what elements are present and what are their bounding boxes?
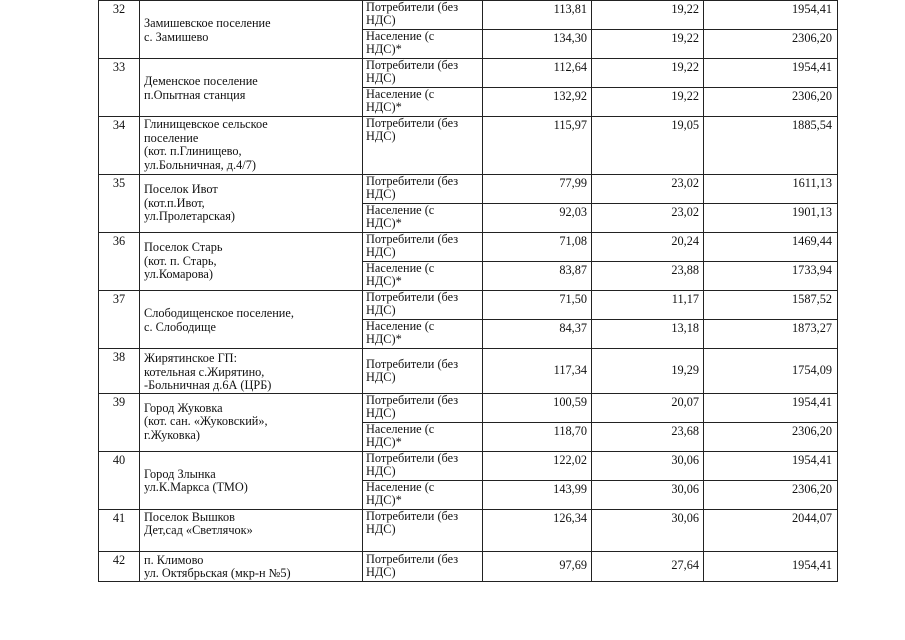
row-number: 38 bbox=[99, 349, 140, 394]
tariff-value: 126,34 bbox=[483, 509, 592, 551]
consumer-category: Потребители (без НДС) bbox=[363, 349, 483, 394]
tariff-value: 132,92 bbox=[483, 88, 592, 117]
row-number: 42 bbox=[99, 551, 140, 581]
table-row bbox=[99, 551, 838, 581]
total-value: 2044,07 bbox=[704, 509, 838, 551]
consumer-category: Потребители (без НДС) bbox=[363, 59, 483, 88]
settlement-name: Замишевское поселение с. Замишево bbox=[140, 1, 363, 59]
table-row bbox=[99, 291, 838, 320]
table-row bbox=[99, 175, 838, 204]
total-value: 1611,13 bbox=[704, 175, 838, 204]
total-value: 1954,41 bbox=[704, 59, 838, 88]
component-value: 19,29 bbox=[592, 349, 704, 394]
tariff-value: 134,30 bbox=[483, 30, 592, 59]
consumer-category: Потребители (без НДС) bbox=[363, 233, 483, 262]
consumer-category: Потребители (без НДС) bbox=[363, 117, 483, 175]
settlement-name: Город Жуковка (кот. сан. «Жуковский», г.Жуковка) bbox=[140, 393, 363, 451]
row-number: 32 bbox=[99, 1, 140, 59]
total-value: 1587,52 bbox=[704, 291, 838, 320]
consumer-category: Потребители (без НДС) bbox=[363, 393, 483, 422]
tariff-value: 97,69 bbox=[483, 551, 592, 581]
table-row bbox=[99, 349, 838, 394]
table-row bbox=[99, 451, 838, 480]
consumer-category: Население (с НДС)* bbox=[363, 262, 483, 291]
settlement-name: Глинищевское сельское поселение (кот. п.Глинищево, ул.Больничная, д.4/7) bbox=[140, 117, 363, 175]
row-number: 41 bbox=[99, 509, 140, 551]
settlement-name: Поселок Ивот (кот.п.Ивот, ул.Пролетарская) bbox=[140, 175, 363, 233]
row-number: 37 bbox=[99, 291, 140, 349]
settlement-name: Жирятинское ГП: котельная с.Жирятино, -Больничная д.6А (ЦРБ) bbox=[140, 349, 363, 394]
table-row bbox=[99, 117, 838, 175]
consumer-category: Население (с НДС)* bbox=[363, 30, 483, 59]
component-value: 19,22 bbox=[592, 1, 704, 30]
component-value: 19,22 bbox=[592, 59, 704, 88]
consumer-category: Потребители (без НДС) bbox=[363, 551, 483, 581]
tariff-table-sheet bbox=[98, 0, 832, 582]
total-value: 1954,41 bbox=[704, 393, 838, 422]
settlement-name: Город Злынка ул.К.Маркса (ТМО) bbox=[140, 451, 363, 509]
component-value: 23,02 bbox=[592, 204, 704, 233]
component-value: 23,02 bbox=[592, 175, 704, 204]
total-value: 1733,94 bbox=[704, 262, 838, 291]
component-value: 30,06 bbox=[592, 480, 704, 509]
consumer-category: Потребители (без НДС) bbox=[363, 1, 483, 30]
component-value: 30,06 bbox=[592, 509, 704, 551]
component-value: 30,06 bbox=[592, 451, 704, 480]
total-value: 1954,41 bbox=[704, 1, 838, 30]
component-value: 20,07 bbox=[592, 393, 704, 422]
consumer-category: Население (с НДС)* bbox=[363, 422, 483, 451]
component-value: 19,22 bbox=[592, 88, 704, 117]
row-number: 34 bbox=[99, 117, 140, 175]
total-value: 1954,41 bbox=[704, 551, 838, 581]
consumer-category: Население (с НДС)* bbox=[363, 320, 483, 349]
component-value: 11,17 bbox=[592, 291, 704, 320]
consumer-category: Потребители (без НДС) bbox=[363, 509, 483, 551]
component-value: 13,18 bbox=[592, 320, 704, 349]
total-value: 2306,20 bbox=[704, 30, 838, 59]
table-row bbox=[99, 509, 838, 551]
tariff-value: 100,59 bbox=[483, 393, 592, 422]
tariff-value: 113,81 bbox=[483, 1, 592, 30]
component-value: 20,24 bbox=[592, 233, 704, 262]
tariff-value: 118,70 bbox=[483, 422, 592, 451]
table-row bbox=[99, 59, 838, 88]
consumer-category: Население (с НДС)* bbox=[363, 88, 483, 117]
total-value: 1954,41 bbox=[704, 451, 838, 480]
component-value: 19,05 bbox=[592, 117, 704, 175]
table-row bbox=[99, 1, 838, 30]
total-value: 1901,13 bbox=[704, 204, 838, 233]
tariff-value: 112,64 bbox=[483, 59, 592, 88]
total-value: 1754,09 bbox=[704, 349, 838, 394]
consumer-category: Потребители (без НДС) bbox=[363, 175, 483, 204]
settlement-name: Деменское поселение п.Опытная станция bbox=[140, 59, 363, 117]
total-value: 1469,44 bbox=[704, 233, 838, 262]
tariff-value: 122,02 bbox=[483, 451, 592, 480]
tariff-table-body bbox=[99, 1, 838, 582]
total-value: 1885,54 bbox=[704, 117, 838, 175]
row-number: 35 bbox=[99, 175, 140, 233]
total-value: 2306,20 bbox=[704, 422, 838, 451]
tariff-value: 71,50 bbox=[483, 291, 592, 320]
tariff-value: 84,37 bbox=[483, 320, 592, 349]
total-value: 2306,20 bbox=[704, 480, 838, 509]
settlement-name: Поселок Вышков Дет,сад «Светлячок» bbox=[140, 509, 363, 551]
consumer-category: Население (с НДС)* bbox=[363, 204, 483, 233]
settlement-name: Поселок Старь (кот. п. Старь, ул.Комарова) bbox=[140, 233, 363, 291]
component-value: 27,64 bbox=[592, 551, 704, 581]
row-number: 40 bbox=[99, 451, 140, 509]
tariff-table bbox=[98, 0, 838, 582]
row-number: 33 bbox=[99, 59, 140, 117]
settlement-name: п. Климово ул. Октябрьская (мкр-н №5) bbox=[140, 551, 363, 581]
total-value: 1873,27 bbox=[704, 320, 838, 349]
consumer-category: Потребители (без НДС) bbox=[363, 291, 483, 320]
total-value: 2306,20 bbox=[704, 88, 838, 117]
settlement-name: Слободищенское поселение, с. Слободище bbox=[140, 291, 363, 349]
tariff-value: 83,87 bbox=[483, 262, 592, 291]
component-value: 19,22 bbox=[592, 30, 704, 59]
consumer-category: Потребители (без НДС) bbox=[363, 451, 483, 480]
component-value: 23,88 bbox=[592, 262, 704, 291]
tariff-value: 143,99 bbox=[483, 480, 592, 509]
consumer-category: Население (с НДС)* bbox=[363, 480, 483, 509]
table-row bbox=[99, 233, 838, 262]
tariff-value: 117,34 bbox=[483, 349, 592, 394]
row-number: 36 bbox=[99, 233, 140, 291]
tariff-value: 77,99 bbox=[483, 175, 592, 204]
table-row bbox=[99, 393, 838, 422]
row-number: 39 bbox=[99, 393, 140, 451]
tariff-value: 71,08 bbox=[483, 233, 592, 262]
tariff-value: 115,97 bbox=[483, 117, 592, 175]
component-value: 23,68 bbox=[592, 422, 704, 451]
tariff-value: 92,03 bbox=[483, 204, 592, 233]
